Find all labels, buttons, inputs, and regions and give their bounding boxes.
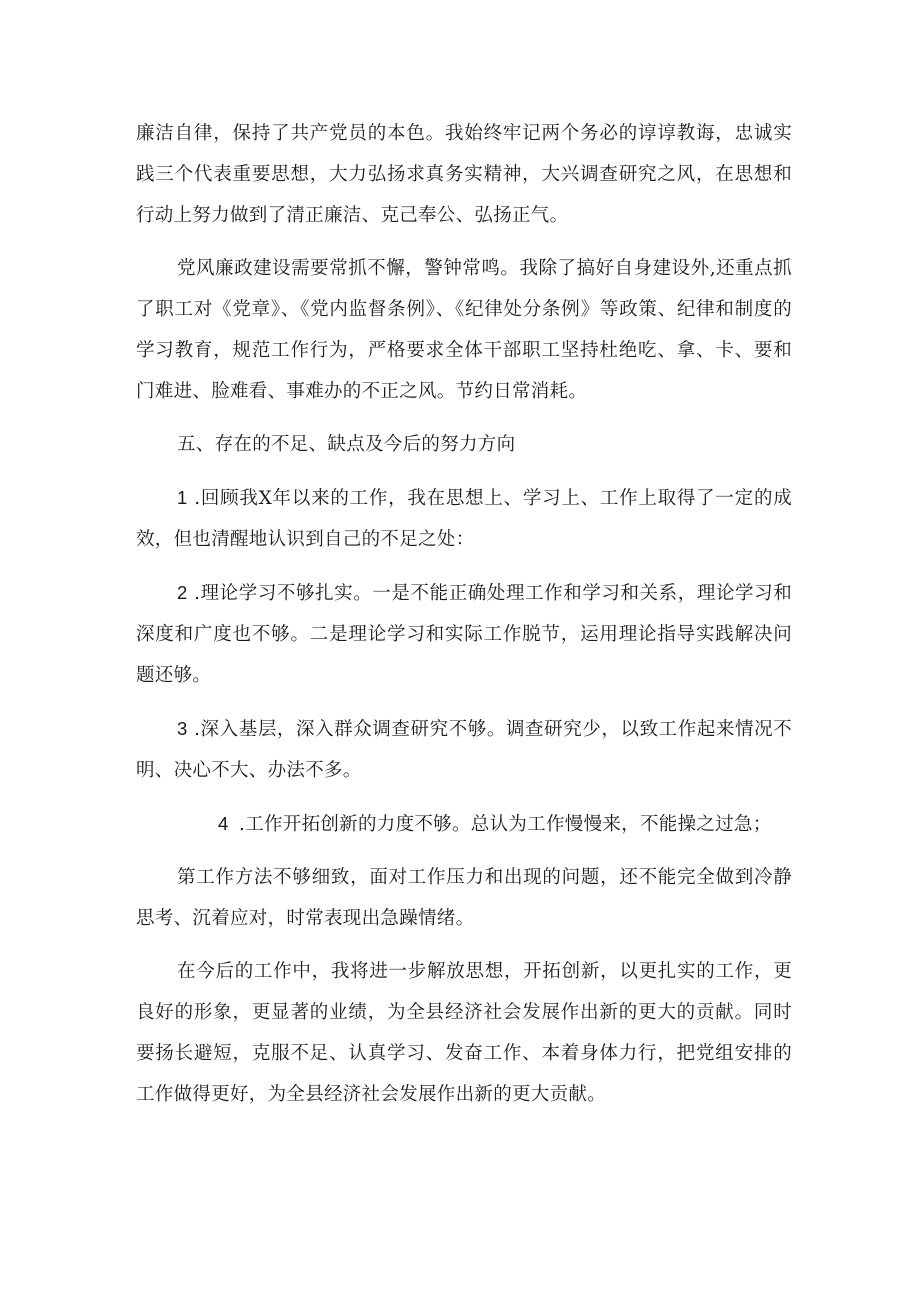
paragraph-3: 第工作方法不够细致，面对工作压力和出现的问题，还不能完全做到冷静思考、沉着应对，时常表现出急躁情绪。 (136, 867, 792, 929)
paragraph-2: 党风廉政建设需要常抓不懈，警钟常鸣。我除了搞好自身建设外,还重点抓了职工对《党章》、《党内监督条例》、《纪律处分条例》等政策、纪律和制度的学习教育，规范工作行为，严格要求全体干部职工坚持杜绝吃、拿、卡、要和门难进、脸难看、事难办的不正之风。节约日常消耗。 (136, 258, 792, 402)
list-item-text: .深入基层，深入群众调查研究不够。调查研究少，以致工作起来情况不明、决心不大、办法不多。 (136, 719, 793, 781)
list-item-2 (136, 572, 792, 696)
paragraph-4: 在今后的工作中，我将进一步解放思想，开拓创新，以更扎实的工作，更良好的形象，更显著的业绩，为全县经济社会发展作出新的更大的贡献。同时要扬长避短，克服不足、认真学习、发奋工作、本着身体力行，把党组安排的工作做得更好，为全县经济社会发展作出新的更大贡献。 (136, 961, 792, 1105)
list-item-3 (136, 708, 792, 791)
list-item-text: .理论学习不够扎实。一是不能正确处理工作和学习和关系，理论学习和深度和广度也不够。二是理论学习和实际工作脱节，运用理论指导实践解决问题还够。 (136, 583, 793, 686)
paragraph-1: 廉洁自律，保持了共产党员的本色。我始终牢记两个务必的谆谆教诲，忠诚实践三个代表重要思想，大力弘扬求真务实精神，大兴调查研究之风，在思想和行动上努力做到了清正廉洁、克己奉公、弘扬正气。 (136, 123, 792, 226)
list-item-text: .工作开拓创新的力度不够。总认为工作慢慢来，不能操之过急； (239, 814, 772, 835)
list-number: 2 (177, 582, 188, 603)
list-number: 3 (177, 718, 188, 739)
list-item-1 (136, 477, 792, 560)
section-heading: 五、存在的不足、缺点及今后的努力方向 (177, 434, 516, 455)
list-number: 1 (177, 487, 188, 508)
list-number: 4 (218, 813, 229, 834)
document-body (136, 113, 792, 1115)
list-item-text: .回顾我X年以来的工作，我在思想上、学习上、工作上取得了一定的成效，但也清醒地认识到自己的不足之处： (136, 488, 792, 550)
list-item-4 (136, 803, 792, 845)
